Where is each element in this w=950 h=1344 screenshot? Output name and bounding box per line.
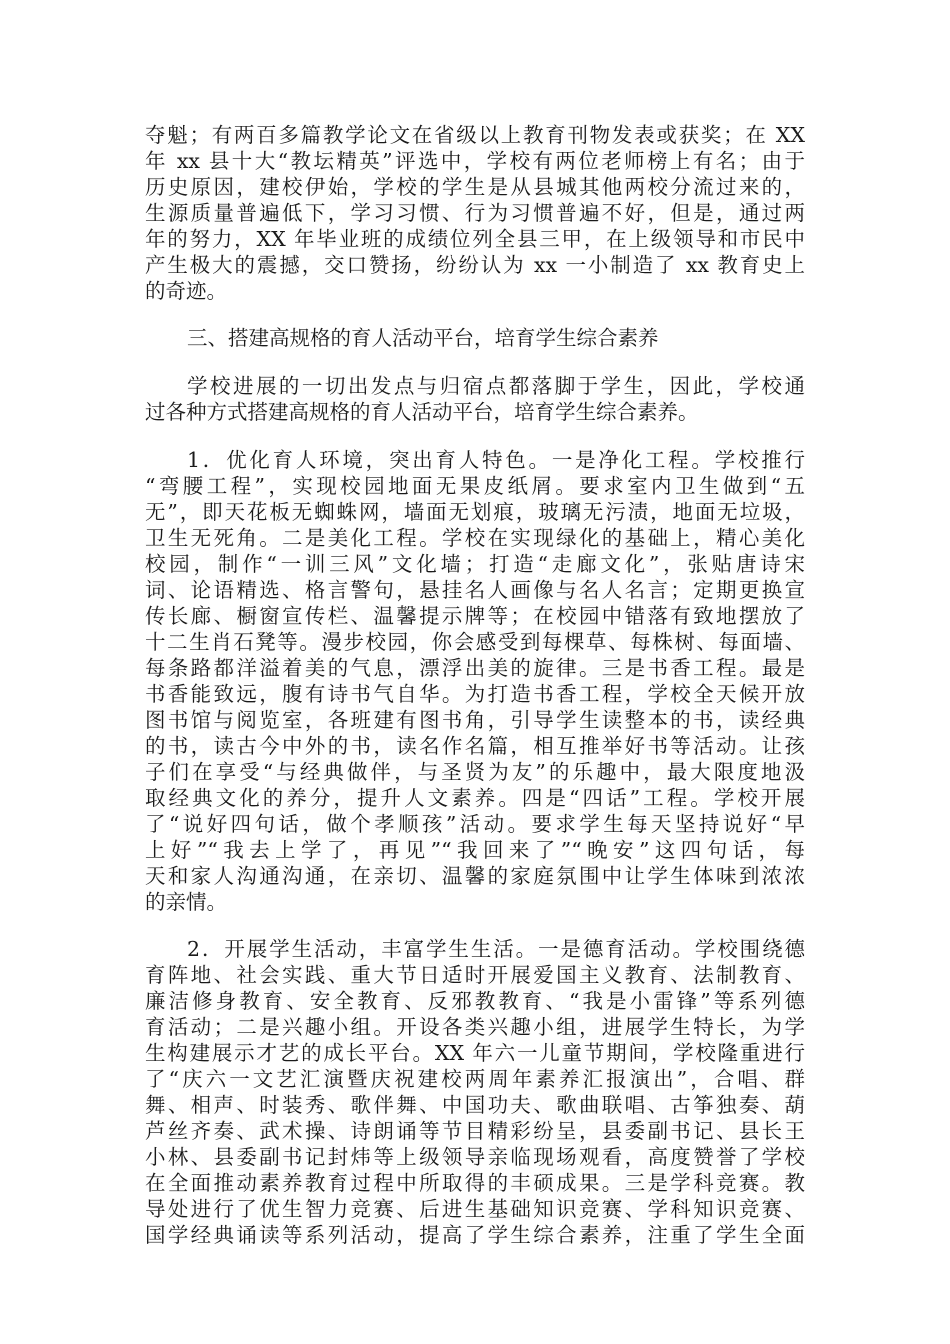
text-line: 无”，即天花板无蜘蛛网，墙面无划痕，玻璃无污渍，地面无垃圾， <box>145 500 805 524</box>
text-line: 年的努力，XX 年毕业班的成绩位列全县三甲，在上级领导和市民中 <box>145 227 805 251</box>
text-line: 在全面推动素养教育过程中所取得的丰硕成果。三是学科竞赛。教 <box>145 1171 805 1195</box>
text-line: 书香能致远，腹有诗书气自华。为打造书香工程，学校全天候开放 <box>145 682 805 706</box>
text-line: 的亲情。 <box>145 890 227 914</box>
text-line: 导处进行了优生智力竞赛、后进生基础知识竞赛、学科知识竞赛、 <box>145 1197 805 1221</box>
text-line: 1．优化育人环境，突出育人特色。一是净化工程。学校推行 <box>187 448 805 472</box>
text-line: 取经典文化的养分，提升人文素养。四是“四话”工程。学校开展 <box>145 786 805 810</box>
text-line: 子们在享受“与经典做伴，与圣贤为友”的乐趣中，最大限度地汲 <box>145 760 805 784</box>
text-line: 廉洁修身教育、安全教育、反邪教教育、“我是小雷锋”等系列德 <box>145 989 805 1013</box>
section-heading-text: 三、搭建高规格的育人活动平台，培育学生综合素养 <box>187 326 659 350</box>
text-line: 十二生肖石凳等。漫步校园，你会感受到每棵草、每株树、每面墙、 <box>145 630 805 654</box>
text-line: 传长廊、橱窗宣传栏、温馨提示牌等；在校园中错落有致地摆放了 <box>145 604 805 628</box>
text-line: 卫生无死角。二是美化工程。学校在实现绿化的基础上，精心美化 <box>145 526 805 550</box>
text-line: 词、论语精选、格言警句，悬挂名人画像与名人名言；定期更换宣 <box>145 578 805 602</box>
text-line: 了“庆六一文艺汇演暨庆祝建校两周年素养汇报演出”，合唱、群 <box>145 1067 805 1091</box>
text-line: 过各种方式搭建高规格的育人活动平台，培育学生综合素养。 <box>145 400 699 424</box>
text-line: 舞、相声、时装秀、歌伴舞、中国功夫、歌曲联唱、古筝独奏、葫 <box>145 1093 805 1117</box>
text-line: 上好”“我去上学了，再见”“我回来了”“晚安”这四句话，每 <box>145 838 805 862</box>
text-line: 生源质量普遍低下，学习习惯、行为习惯普遍不好，但是，通过两 <box>145 201 805 225</box>
text-line: 小林、县委副书记封炜等上级领导亲临现场观看，高度赞誉了学校 <box>145 1145 805 1169</box>
text-line: 育活动；二是兴趣小组。开设各类兴趣小组，进展学生特长，为学 <box>145 1015 805 1039</box>
text-line: 天和家人沟通沟通，在亲切、温馨的家庭氛围中让学生体味到浓浓 <box>145 864 805 888</box>
text-line: 的书，读古今中外的书，读名作名篇，相互推举好书等活动。让孩 <box>145 734 805 758</box>
text-line: 芦丝齐奏、武术操、诗朗诵等节目精彩纷呈，县委副书记、县长王 <box>145 1119 805 1143</box>
text-line: 年 xx 县十大“教坛精英”评选中，学校有两位老师榜上有名；由于 <box>145 149 805 173</box>
text-line: 学校进展的一切出发点与归宿点都落脚于学生，因此，学校通 <box>187 374 805 398</box>
text-line: 2．开展学生活动，丰富学生生活。一是德育活动。学校围绕德 <box>187 937 805 961</box>
text-line: 夺魁；有两百多篇教学论文在省级以上教育刊物发表或获奖；在 XX <box>145 123 805 147</box>
text-line: 了“说好四句话，做个孝顺孩”活动。要求学生每天坚持说好“早 <box>145 812 805 836</box>
text-line: 生构建展示才艺的成长平台。XX 年六一儿童节期间，学校隆重进行 <box>145 1041 805 1065</box>
text-line: 图书馆与阅览室，各班建有图书角，引导学生读整本的书，读经典 <box>145 708 805 732</box>
text-line: 每条路都洋溢着美的气息，漂浮出美的旋律。三是书香工程。最是 <box>145 656 805 680</box>
text-line: 国学经典诵读等系列活动，提高了学生综合素养，注重了学生全面 <box>145 1223 805 1247</box>
text-line: 产生极大的震撼，交口赞扬，纷纷认为 xx 一小制造了 xx 教育史上 <box>145 253 805 277</box>
text-line: 的奇迹。 <box>145 279 227 303</box>
text-line: 育阵地、社会实践、重大节日适时开展爱国主义教育、法制教育、 <box>145 963 805 987</box>
text-line: 校园，制作“一训三风”文化墙；打造“走廊文化”，张贴唐诗宋 <box>145 552 805 576</box>
text-line: 历史原因，建校伊始，学校的学生是从县城其他两校分流过来的， <box>145 175 805 199</box>
text-line: “弯腰工程”，实现校园地面无果皮纸屑。要求室内卫生做到“五 <box>145 474 805 498</box>
